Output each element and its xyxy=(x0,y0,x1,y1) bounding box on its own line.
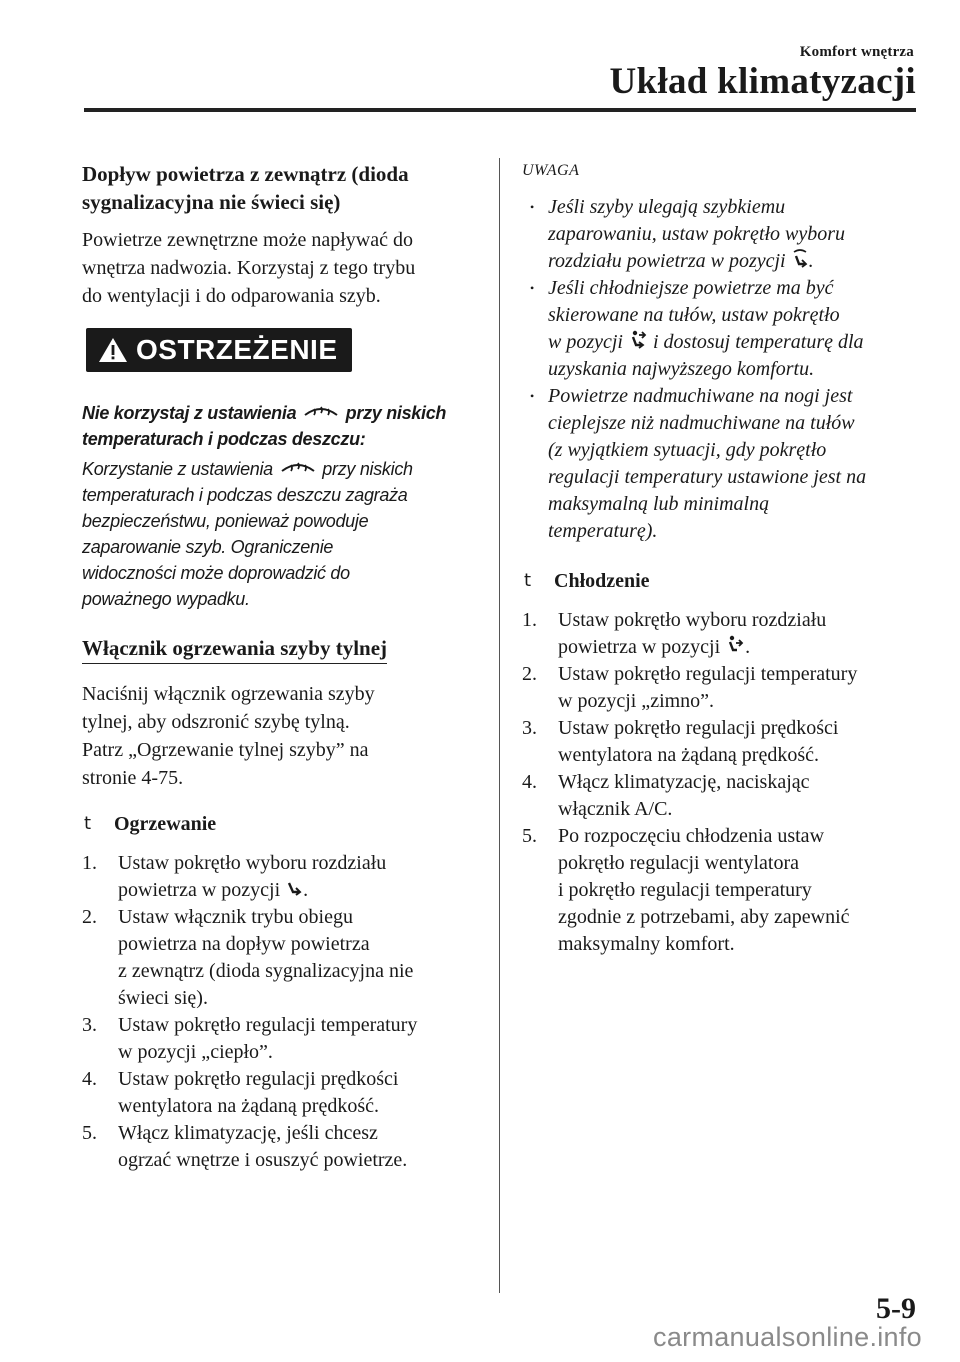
face-mode-icon xyxy=(726,635,744,655)
list-item: 4. Włącz klimatyzację, naciskając włącznik A/C. xyxy=(522,771,810,820)
outside-air-title: Dopływ powietrza z zewnątrz (dioda sygnalizacyjna nie świeci się) xyxy=(82,162,409,214)
header-rule xyxy=(84,108,916,112)
warning-triangle-icon xyxy=(98,337,128,363)
heading-marker: t xyxy=(524,570,532,591)
cooling-steps xyxy=(522,607,922,958)
page-title: Układ klimatyzacji xyxy=(609,61,916,102)
heading-marker: t xyxy=(84,813,92,834)
list-item: 3. Ustaw pokrętło regulacji prędkości wentylatora na żądaną prędkość. xyxy=(522,717,839,766)
list-item: 5. Włącz klimatyzację, jeśli chcesz ogrzać wnętrze i osuszyć powietrze. xyxy=(82,1122,408,1171)
rear-defroster-title: Włącznik ogrzewania szyby tylnej xyxy=(82,634,387,664)
cooling-heading: t Chłodzenie xyxy=(522,567,922,595)
warning-text: Nie korzystaj z ustawienia przy niskich temperaturach i podczas deszczu: Korzystanie z ustawienia przy niskich temperaturach i podczas deszczu zagraża bezpieczeństwu, ponieważ powoduje zaparowanie szyb. Ograniczenie widoczności może doprowadzić do poważnego wypadku. xyxy=(82,403,447,609)
feet-defrost-mode-icon xyxy=(792,249,808,269)
rear-defroster-body: Naciśnij włącznik ogrzewania szyby tylnej, aby odszronić szybę tylną. Patrz „Ogrzewanie tylnej szyby” na stronie 4-75. xyxy=(82,683,375,789)
list-item: 2. Ustaw włącznik trybu obiegu powietrza na dopływ powietrza z zewnątrz (dioda sygnalizacyjna nie świeci się). xyxy=(82,906,414,1009)
left-column xyxy=(82,160,482,1174)
outside-air-body: Powietrze zewnętrzne może napływać do wnętrza nadwozia. Korzystaj z tego trybu do wentylacji i do odparowania szyb. xyxy=(82,229,416,307)
list-item: 1. Ustaw pokrętło wyboru rozdziału powietrza w pozycji . xyxy=(82,852,387,901)
list-item: 3. Ustaw pokrętło regulacji temperatury w pozycji „ciepło”. xyxy=(82,1014,418,1063)
column-divider xyxy=(499,158,500,1293)
list-item: 1. Ustaw pokrętło wyboru rozdziału powietrza w pozycji . xyxy=(522,609,827,658)
feet-mode-icon xyxy=(286,880,302,898)
notes-list xyxy=(522,194,922,545)
list-item: 4. Ustaw pokrętło regulacji prędkości wentylatora na żądaną prędkość. xyxy=(82,1068,399,1117)
note-heading: UWAGA xyxy=(522,162,580,179)
windshield-defrost-icon xyxy=(302,401,340,421)
header-section: Komfort wnętrza xyxy=(799,44,914,60)
list-item: 2. Ustaw pokrętło regulacji temperatury w pozycji „zimno”. xyxy=(522,663,858,712)
watermark: carmanualsonline.info xyxy=(653,1322,922,1352)
heating-heading: t Ogrzewanie xyxy=(82,810,482,838)
list-item: • Jeśli chłodniejsze powietrze ma być skierowane na tułów, ustaw pokrętło w pozycji i dostosuj temperaturę dla uzyskania najwyższego komfortu. xyxy=(530,277,864,380)
windshield-defrost-icon xyxy=(279,457,317,477)
face-feet-mode-icon xyxy=(629,330,647,350)
list-item: • Jeśli szyby ulegają szybkiemu zaparowaniu, ustaw pokrętło wyboru rozdziału powietrza w pozycji . xyxy=(530,196,846,272)
list-item: 5. Po rozpoczęciu chłodzenia ustaw pokrętło regulacji wentylatora i pokrętło regulacji temperatury zgodnie z potrzebami, aby zapewnić maksymalny komfort. xyxy=(522,825,850,955)
page-number: 5-9 xyxy=(876,1292,916,1325)
right-column xyxy=(522,160,922,958)
warning-banner xyxy=(86,328,352,372)
warning-label: OSTRZEŻENIE xyxy=(136,334,338,365)
list-item: • Powietrze nadmuchiwane na nogi jest cieplejsze niż nadmuchiwane na tułów (z wyjątkiem sytuacji, gdy pokrętło regulacji temperatury ustawione jest na maksymalną lub minimalną temperaturę). xyxy=(530,385,867,542)
heating-steps xyxy=(82,850,482,1174)
